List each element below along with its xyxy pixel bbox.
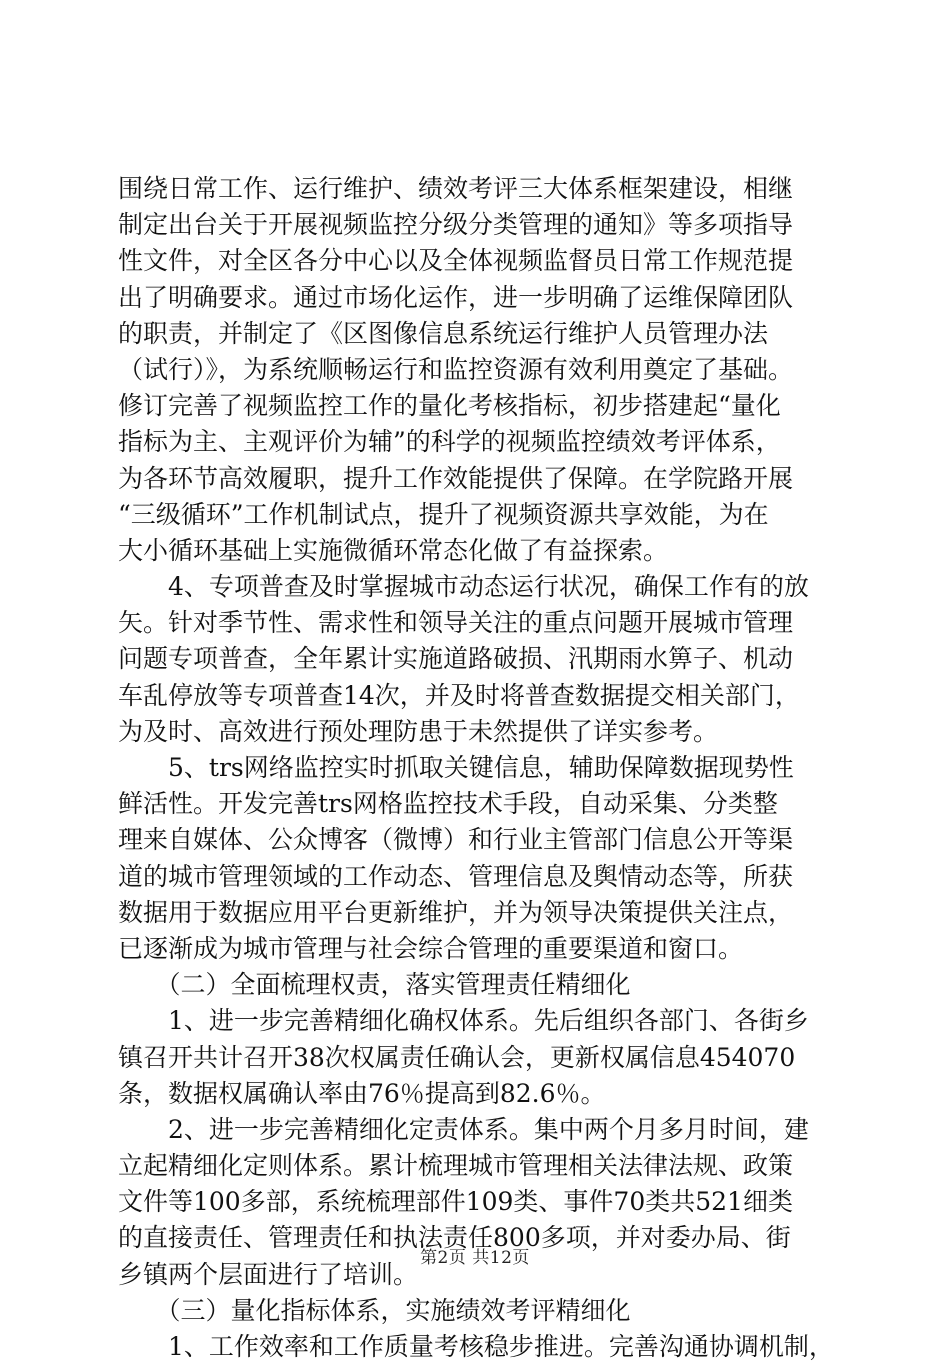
text-line: 围绕日常工作、运行维护、绩效考评三大体系框架建设，相继 bbox=[118, 174, 794, 203]
text-line: 指标为主、主观评价为辅”的科学的视频监控绩效考评体系， bbox=[118, 427, 781, 457]
text-line: 问题专项普查，全年累计实施道路破损、汛期雨水箅子、机动 bbox=[118, 644, 794, 674]
text-line: 理来自媒体、公众博客（微博）和行业主管部门信息公开等渠 bbox=[118, 825, 794, 855]
text-line: 数据用于数据应用平台更新维护，并为领导决策提供关注点， bbox=[118, 897, 794, 927]
section-heading: （三）量化指标体系，实施绩效考评精细化 bbox=[118, 1295, 631, 1325]
text-line: 2、进一步完善精细化定责体系。集中两个月多月时间，建 bbox=[118, 1114, 809, 1144]
body-text bbox=[118, 171, 838, 1365]
page-number-footer: 第2页 共12页 bbox=[420, 1248, 530, 1268]
text-line: 1、进一步完善精细化确权体系。先后组织各部门、各街乡 bbox=[118, 1006, 809, 1036]
text-line: 为及时、高效进行预处理防患于未然提供了详实参考。 bbox=[118, 716, 719, 746]
text-line: 1、工作效率和工作质量考核稳步推进。完善沟通协调机制， bbox=[118, 1332, 834, 1361]
text-line: 立起精细化定则体系。累计梳理城市管理相关法律法规、政策 bbox=[118, 1151, 794, 1181]
text-line: 乡镇两个层面进行了培训。 bbox=[118, 1259, 419, 1289]
section-heading: （二）全面梳理权责，落实管理责任精细化 bbox=[118, 970, 631, 1000]
text-line: 车乱停放等专项普查14次，并及时将普查数据提交相关部门， bbox=[118, 680, 800, 710]
text-line: 镇召开共计召开38次权属责任确认会，更新权属信息454070 bbox=[118, 1042, 796, 1072]
text-line: 性文件，对全区各分中心以及全体视频监督员日常工作规范提 bbox=[118, 246, 794, 276]
text-line: 的直接责任、管理责任和执法责任800多项，并对委办局、街 bbox=[118, 1223, 791, 1253]
text-line: 大小循环基础上实施微循环常态化做了有益探索。 bbox=[118, 535, 669, 565]
text-line: 5、trs网络监控实时抓取关键信息，辅助保障数据现势性 bbox=[118, 753, 794, 782]
text-line: （试行）》，为系统顺畅运行和监控资源有效利用奠定了基础。 bbox=[118, 354, 794, 384]
text-line: 矢。针对季节性、需求性和领导关注的重点问题开展城市管理 bbox=[118, 608, 794, 638]
text-line: 条，数据权属确认率由76％提高到82.6％。 bbox=[118, 1078, 606, 1108]
text-line: 4、专项普查及时掌握城市动态运行状况，确保工作有的放 bbox=[118, 572, 809, 602]
text-line: 的职责，并制定了《区图像信息系统运行维护人员管理办法 bbox=[118, 318, 769, 348]
text-line: 道的城市管理领域的工作动态、管理信息及舆情动态等，所获 bbox=[118, 861, 794, 891]
text-line: 出了明确要求。通过市场化运作，进一步明确了运维保障团队 bbox=[118, 282, 794, 312]
text-line: 文件等100多部，系统梳理部件109类、事件70类共521细类 bbox=[118, 1187, 793, 1217]
text-line: 已逐渐成为城市管理与社会综合管理的重要渠道和窗口。 bbox=[118, 933, 744, 963]
text-line: 鲜活性。开发完善trs网格监控技术手段，自动采集、分类整 bbox=[118, 789, 778, 819]
text-line: 修订完善了视频监控工作的量化考核指标，初步搭建起“量化 bbox=[118, 391, 781, 421]
text-line: “三级循环”工作机制试点，提升了视频资源共享效能，为在 bbox=[118, 499, 769, 529]
text-line: 为各环节高效履职，提升工作效能提供了保障。在学院路开展 bbox=[118, 463, 794, 493]
text-line: 制定出台关于开展视频监控分级分类管理的通知》等多项指导 bbox=[118, 210, 794, 240]
